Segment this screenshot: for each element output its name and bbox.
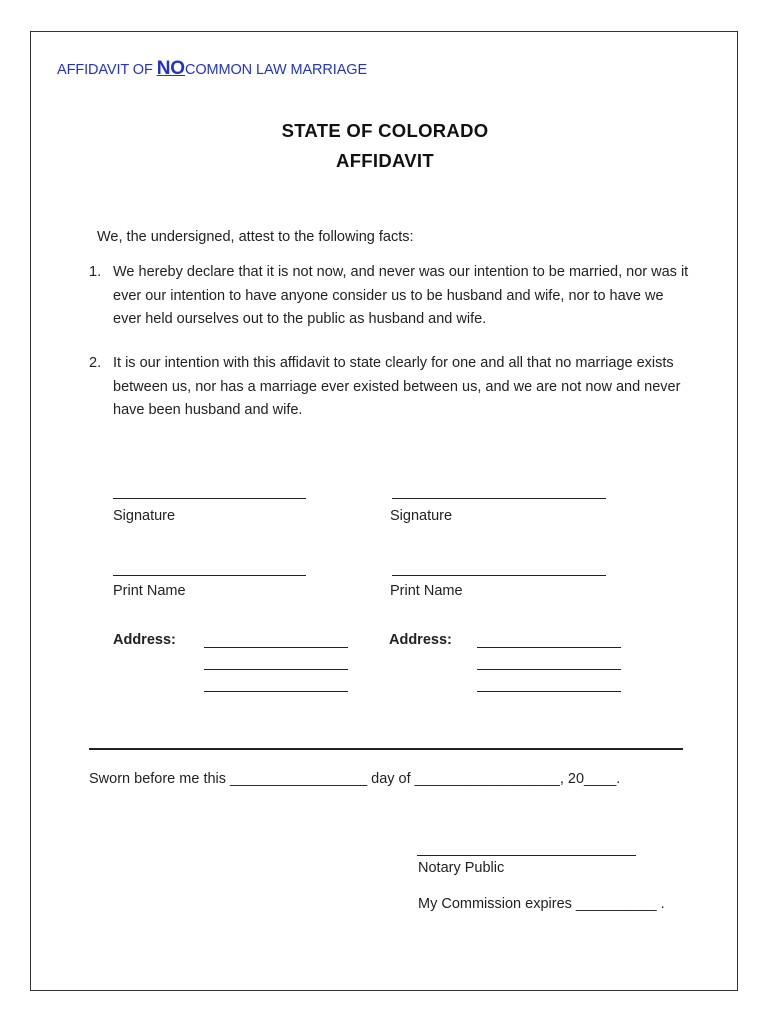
title-affidavit: AFFIDAVIT — [336, 150, 434, 171]
address-label-right: Address: — [389, 632, 452, 648]
header-suffix: COMMON LAW MARRIAGE — [185, 62, 368, 78]
item-text: We hereby declare that it is not now, and never was our intention to be married, nor was it ever our intention to have anyone consider us to be husband and wife, nor to have we ever held ourselves out to the public as husband and wife. — [113, 264, 689, 327]
commission-expires: My Commission expires __________ . — [418, 896, 665, 912]
address-label-left: Address: — [113, 632, 176, 648]
notary-signature-line[interactable] — [417, 855, 636, 856]
print-name-label-left: Print Name — [113, 583, 186, 599]
title-state: STATE OF COLORADO — [281, 120, 489, 141]
item-number: 1. — [89, 264, 102, 280]
section-divider — [89, 748, 683, 750]
item-text: It is our intention with this affidavit to state clearly for one and all that no marriage exists between us, nor has a marriage ever existed between us, and we are not now and never have been husband and wife. — [113, 355, 681, 418]
print-name-line-right[interactable] — [392, 575, 606, 576]
print-name-line-left[interactable] — [113, 575, 306, 576]
address-line-left-3[interactable] — [204, 691, 348, 692]
address-line-right-1[interactable] — [477, 647, 621, 648]
header-emphasis: NO — [156, 58, 185, 79]
intro-text: We, the undersigned, attest to the following facts: — [97, 229, 414, 245]
affidavit-page — [30, 31, 738, 991]
address-line-left-1[interactable] — [204, 647, 348, 648]
address-line-right-2[interactable] — [477, 669, 621, 670]
document-header — [57, 58, 367, 80]
signature-line-left[interactable] — [113, 498, 306, 499]
signature-label-right: Signature — [390, 508, 453, 524]
print-name-label-right: Print Name — [390, 583, 463, 599]
notary-public-label: Notary Public — [418, 860, 505, 876]
address-line-right-3[interactable] — [477, 691, 621, 692]
header-prefix: AFFIDAVIT OF — [57, 62, 153, 78]
signature-line-right[interactable] — [392, 498, 606, 499]
signature-label-left: Signature — [113, 508, 176, 524]
sworn-statement: Sworn before me this _________________ day of __________________, 20____. — [89, 771, 621, 787]
item-number: 2. — [89, 355, 102, 371]
address-line-left-2[interactable] — [204, 669, 348, 670]
